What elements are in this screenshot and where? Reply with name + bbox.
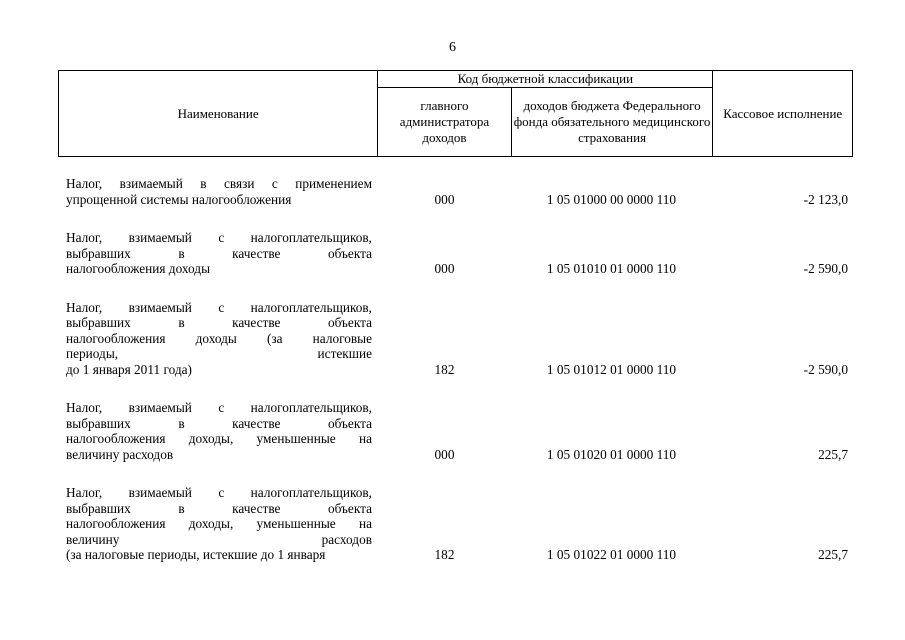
row-name-line: Налог, взимаемый с налогоплательщиков, xyxy=(66,230,372,245)
row-name-line: налогообложения доходы xyxy=(66,261,210,276)
table-body xyxy=(0,176,905,586)
row-name-line: налогообложения доходы, уменьшенные на xyxy=(66,431,372,446)
header-admin: главного администратора доходов xyxy=(378,88,512,157)
row-execution-value: -2 590,0 xyxy=(803,361,848,377)
row-execution-value: 225,7 xyxy=(818,547,848,562)
row-name xyxy=(66,485,372,563)
row-admin-code: 000 xyxy=(434,446,455,462)
header-income: доходов бюджета Федерального фонда обязательного медицинского страхования xyxy=(511,88,713,157)
row-income-code: 1 05 01020 01 0000 110 xyxy=(546,446,677,462)
table-row xyxy=(0,230,905,277)
row-name-line: (за налоговые периоды, истекшие до 1 января xyxy=(66,547,326,562)
row-name xyxy=(66,230,372,277)
row-name-line: упрощенной системы налогообложения xyxy=(66,191,292,207)
row-name-line: налогообложения доходы, уменьшенные на xyxy=(66,516,372,531)
row-execution-value: -2 123,0 xyxy=(803,191,848,207)
row-name-line: Налог, взимаемый с налогоплательщиков, xyxy=(66,299,372,315)
row-admin-code: 182 xyxy=(434,361,455,377)
row-name-line: Налог, взимаемый с налогоплательщиков, xyxy=(66,400,372,415)
row-name-line: выбравших в качестве объекта xyxy=(66,500,372,516)
row-execution-value: -2 590,0 xyxy=(803,261,848,276)
table-row xyxy=(0,176,905,207)
row-income-code: 1 05 01012 01 0000 110 xyxy=(546,361,677,377)
row-name-line: величину расходов xyxy=(66,446,174,462)
row-name-line: Налог, взимаемый с налогоплательщиков, xyxy=(66,485,372,500)
header-execution: Кассовое исполнение xyxy=(713,71,853,157)
row-execution-value: 225,7 xyxy=(818,446,848,462)
table-header xyxy=(58,70,853,157)
row-admin-code: 000 xyxy=(434,261,455,276)
row-name-line: налогообложения доходы (за налоговые xyxy=(66,330,372,346)
table-row xyxy=(0,485,905,563)
row-name-line: выбравших в качестве объекта xyxy=(66,415,372,431)
row-name-line: до 1 января 2011 года) xyxy=(66,361,192,377)
header-code-group: Код бюджетной классификации xyxy=(378,71,713,88)
row-income-code: 1 05 01022 01 0000 110 xyxy=(546,547,677,562)
table-row xyxy=(0,400,905,462)
row-admin-code: 182 xyxy=(434,547,455,562)
row-name-line: Налог, взимаемый в связи с применением xyxy=(66,176,372,191)
table-row xyxy=(0,300,905,378)
row-name-line: величину расходов xyxy=(66,531,372,547)
row-income-code: 1 05 01000 00 0000 110 xyxy=(546,191,677,207)
row-name xyxy=(66,400,372,462)
row-name-line: выбравших в качестве объекта xyxy=(66,315,372,330)
row-name xyxy=(66,176,372,207)
row-name-line: периоды, истекшие xyxy=(66,346,372,361)
row-name-line: выбравших в качестве объекта xyxy=(66,245,372,261)
row-income-code: 1 05 01010 01 0000 110 xyxy=(546,261,677,276)
header-name: Наименование xyxy=(59,71,378,157)
row-admin-code: 000 xyxy=(434,191,455,207)
page-number: 6 xyxy=(449,40,456,55)
row-name xyxy=(66,300,372,378)
